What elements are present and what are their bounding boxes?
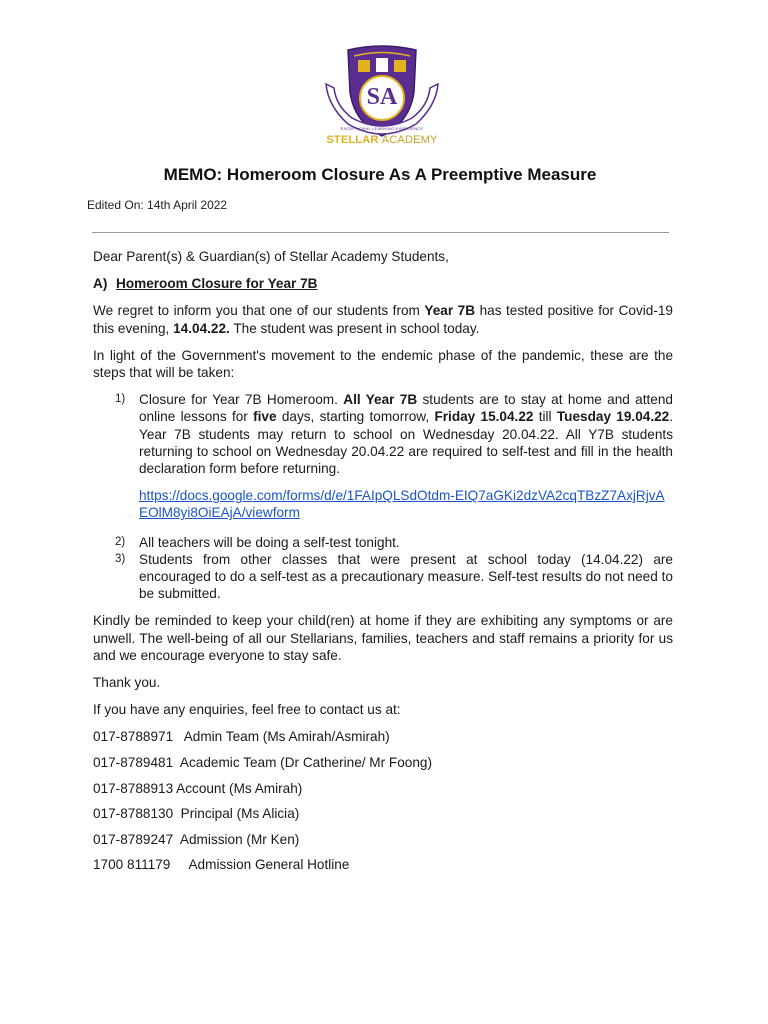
list-item (115, 391, 674, 521)
crest-monogram: SA (366, 84, 398, 110)
divider (92, 232, 669, 233)
section-heading (93, 275, 673, 292)
text-run: The student was present in school today. (229, 320, 480, 336)
text-run-bold: Tuesday 19.04.22 (556, 409, 670, 425)
text-run-bold: Year 7B (424, 303, 476, 319)
contact-list (93, 728, 673, 882)
text-run: students are to stay at home and attend online lessons for (139, 392, 673, 425)
edited-date: Edited On: 14th April 2022 (87, 198, 228, 212)
list-number: 1) (115, 393, 126, 406)
list-item (115, 534, 673, 551)
school-name (300, 134, 464, 146)
thank-you: Thank you. (93, 675, 161, 691)
text-run: . Year 7B students may return to school on Wednesday 20.04.22. All Y7B students returning to school on Wednesday 20.04.22 are required to self-test and fill in the health declaration form before returning. (139, 409, 674, 477)
contact-row: 017-8788913 Account (Ms Amirah) (93, 780, 303, 796)
text-run: Closure for Year 7B Homeroom. (139, 392, 344, 408)
crest-ribbon-text: EXCEPTIONAL LEARNING EXPERIENCE (340, 126, 424, 131)
school-name-light: ACADEMY (381, 134, 438, 146)
contact-row: 017-8788971 Admin Team (Ms Amirah/Asmirah) (93, 729, 390, 745)
list-number: 3) (115, 552, 126, 565)
contact-row: 017-8789481 Academic Team (Dr Catherine/ Mr Foong) (93, 755, 433, 771)
text-run: All teachers will be doing a self-test tonight. (139, 534, 400, 550)
health-declaration-form-link[interactable]: https://docs.google.com/forms/d/e/1FAIpQLSdOtdm-EIQ7aGKi2dzVA2cqTBzZ7AxjRjvAEOlM8yi8OiEAjA/viewform (139, 488, 665, 521)
section-title: Homeroom Closure for Year 7B (116, 276, 318, 292)
contact-row: 1700 811179 Admission General Hotline (93, 857, 350, 873)
text-run-bold: All Year 7B (343, 392, 418, 408)
list-number: 2) (115, 535, 126, 548)
text-run-bold: five (253, 409, 277, 425)
text-run: till (533, 409, 557, 425)
contact-row: 017-8788130 Principal (Ms Alicia) (93, 806, 300, 822)
text-run-bold: 14.04.22. (173, 320, 230, 336)
text-run-bold: Friday 15.04.22 (434, 409, 534, 425)
enquiries-intro: If you have any enquiries, feel free to contact us at: (93, 702, 401, 718)
greeting: Dear Parent(s) & Guardian(s) of Stellar Academy Students, (93, 249, 449, 264)
paragraph-announcement (93, 302, 673, 336)
text-run: We regret to inform you that one of our students from (93, 303, 425, 319)
paragraph-reminder: Kindly be reminded to keep your child(ren) at home if they are exhibiting any symptoms or are unwell. The well-being of all our Stellarians, families, teachers and staff remains a priority for us and we encourage everyone to stay safe. (93, 613, 673, 663)
memo-title: MEMO: Homeroom Closure As A Preemptive Measure (163, 165, 597, 184)
text-run: Students from other classes that were present at school today (14.04.22) are encouraged to do a self-test as a precautionary measure. Self-test results do not need to be submitted. (139, 551, 673, 602)
school-name-strong: STELLAR (326, 134, 379, 146)
steps-list (93, 391, 673, 602)
list-item (115, 551, 673, 603)
memo-body (93, 248, 673, 882)
text-run: has tested positive for Covid-19 this evening, (93, 303, 673, 336)
section-letter: A) (93, 276, 108, 292)
contact-row: 017-8789247 Admission (Mr Ken) (93, 831, 300, 847)
paragraph-steps-intro: In light of the Government's movement to the endemic phase of the pandemic, these are the steps that will be taken: (93, 347, 673, 381)
text-run: days, starting tomorrow, (276, 409, 435, 425)
